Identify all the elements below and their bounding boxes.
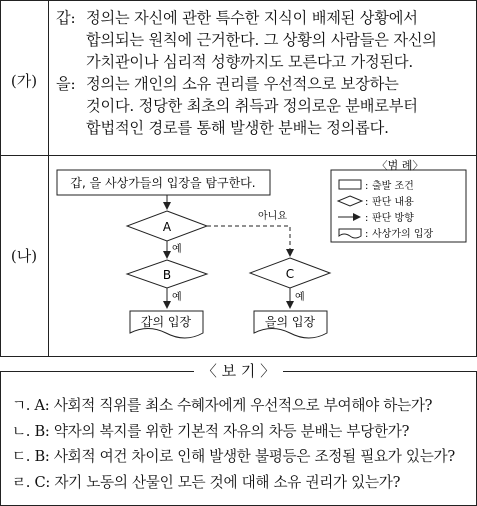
bogi-item-1-node: A: bbox=[34, 397, 50, 414]
bogi-item-1-mark: ㄱ. bbox=[12, 397, 31, 414]
legend-colon-2: : bbox=[365, 197, 369, 208]
bogi-item-2 bbox=[12, 420, 472, 441]
bogi-item-4-node: C: bbox=[34, 474, 50, 491]
bogi-item-4-mark: ㄹ. bbox=[12, 474, 31, 491]
arrow-b-yes-label: 예 bbox=[172, 292, 182, 303]
speaker-eul: 을: bbox=[56, 75, 76, 93]
bogi-item-4 bbox=[12, 471, 472, 492]
decision-a-label: A bbox=[162, 220, 172, 234]
arrow-c-yes-label: 예 bbox=[295, 292, 305, 303]
bogi-item-1-text: 사회적 직위를 최소 수혜자에게 우선적으로 부여해야 하는가? bbox=[53, 397, 433, 414]
eul-line-2: 것이다. 정당한 최초의 취득과 정의로운 분배로부터 bbox=[86, 97, 418, 115]
gap-line-1: 정의는 자신에 관한 특수한 지식이 배제된 상황에서 bbox=[86, 9, 418, 27]
decision-c-label: C bbox=[285, 267, 295, 281]
result-gap-text: 갑의 입장 bbox=[140, 315, 192, 329]
section-label-na: (나) bbox=[10, 247, 38, 265]
legend-colon-3: : bbox=[365, 213, 369, 224]
arrow-a-yes-label: 예 bbox=[172, 244, 182, 255]
legend-item-1: 출발 조건 bbox=[372, 181, 414, 192]
arrow-a-no-label: 아니요 bbox=[258, 211, 287, 222]
legend-title: 〈범 례〉 bbox=[376, 159, 424, 172]
result-eul-text: 을의 입장 bbox=[264, 315, 316, 329]
legend-item-3: 판단 방향 bbox=[372, 213, 414, 224]
legend-colon-1: : bbox=[365, 181, 369, 192]
eul-line-1: 정의는 개인의 소유 권리를 우선적으로 보장하는 bbox=[86, 75, 399, 93]
decision-b-label: B bbox=[162, 268, 172, 282]
legend-item-2: 판단 내용 bbox=[372, 197, 414, 208]
legend-rect-icon bbox=[339, 180, 361, 189]
bogi-title-text: 〈 보 기 〉 bbox=[194, 362, 283, 380]
bogi-item-3-mark: ㄷ. bbox=[12, 448, 31, 465]
section-label-ga: (가) bbox=[10, 72, 38, 90]
gap-line-2: 합의되는 원칙에 근거한다. 그 상황의 사람들은 자신의 bbox=[86, 31, 437, 49]
bogi-item-2-mark: ㄴ. bbox=[12, 423, 31, 440]
start-condition-text: 갑, 을 사상가들의 입장을 탐구한다. bbox=[70, 176, 256, 190]
bogi-item-3-text: 사회적 여건 차이로 인해 발생한 불평등은 조정될 필요가 있는가? bbox=[53, 448, 455, 465]
bogi-item-2-text: 약자의 복지를 위한 기본적 자유의 차등 분배는 부당한가? bbox=[53, 423, 410, 440]
legend-colon-4: : bbox=[365, 229, 369, 240]
eul-line-3: 합법적인 경로를 통해 발생한 분배는 정의롭다. bbox=[86, 119, 389, 137]
bogi-item-3 bbox=[12, 445, 472, 466]
legend-item-4: 사상가의 입장 bbox=[372, 229, 434, 240]
bogi-item-1 bbox=[12, 394, 472, 415]
bogi-item-2-node: B: bbox=[34, 423, 50, 440]
bogi-title bbox=[0, 360, 477, 381]
speaker-gap: 갑: bbox=[56, 9, 76, 27]
bogi-item-4-text: 자기 노동의 산물인 모든 것에 대해 소유 권리가 있는가? bbox=[54, 474, 401, 491]
gap-line-3: 가치관이나 심리적 성향까지도 모른다고 가정된다. bbox=[86, 53, 414, 71]
bogi-item-3-node: B: bbox=[34, 448, 50, 465]
arrow-a-no bbox=[207, 226, 290, 256]
